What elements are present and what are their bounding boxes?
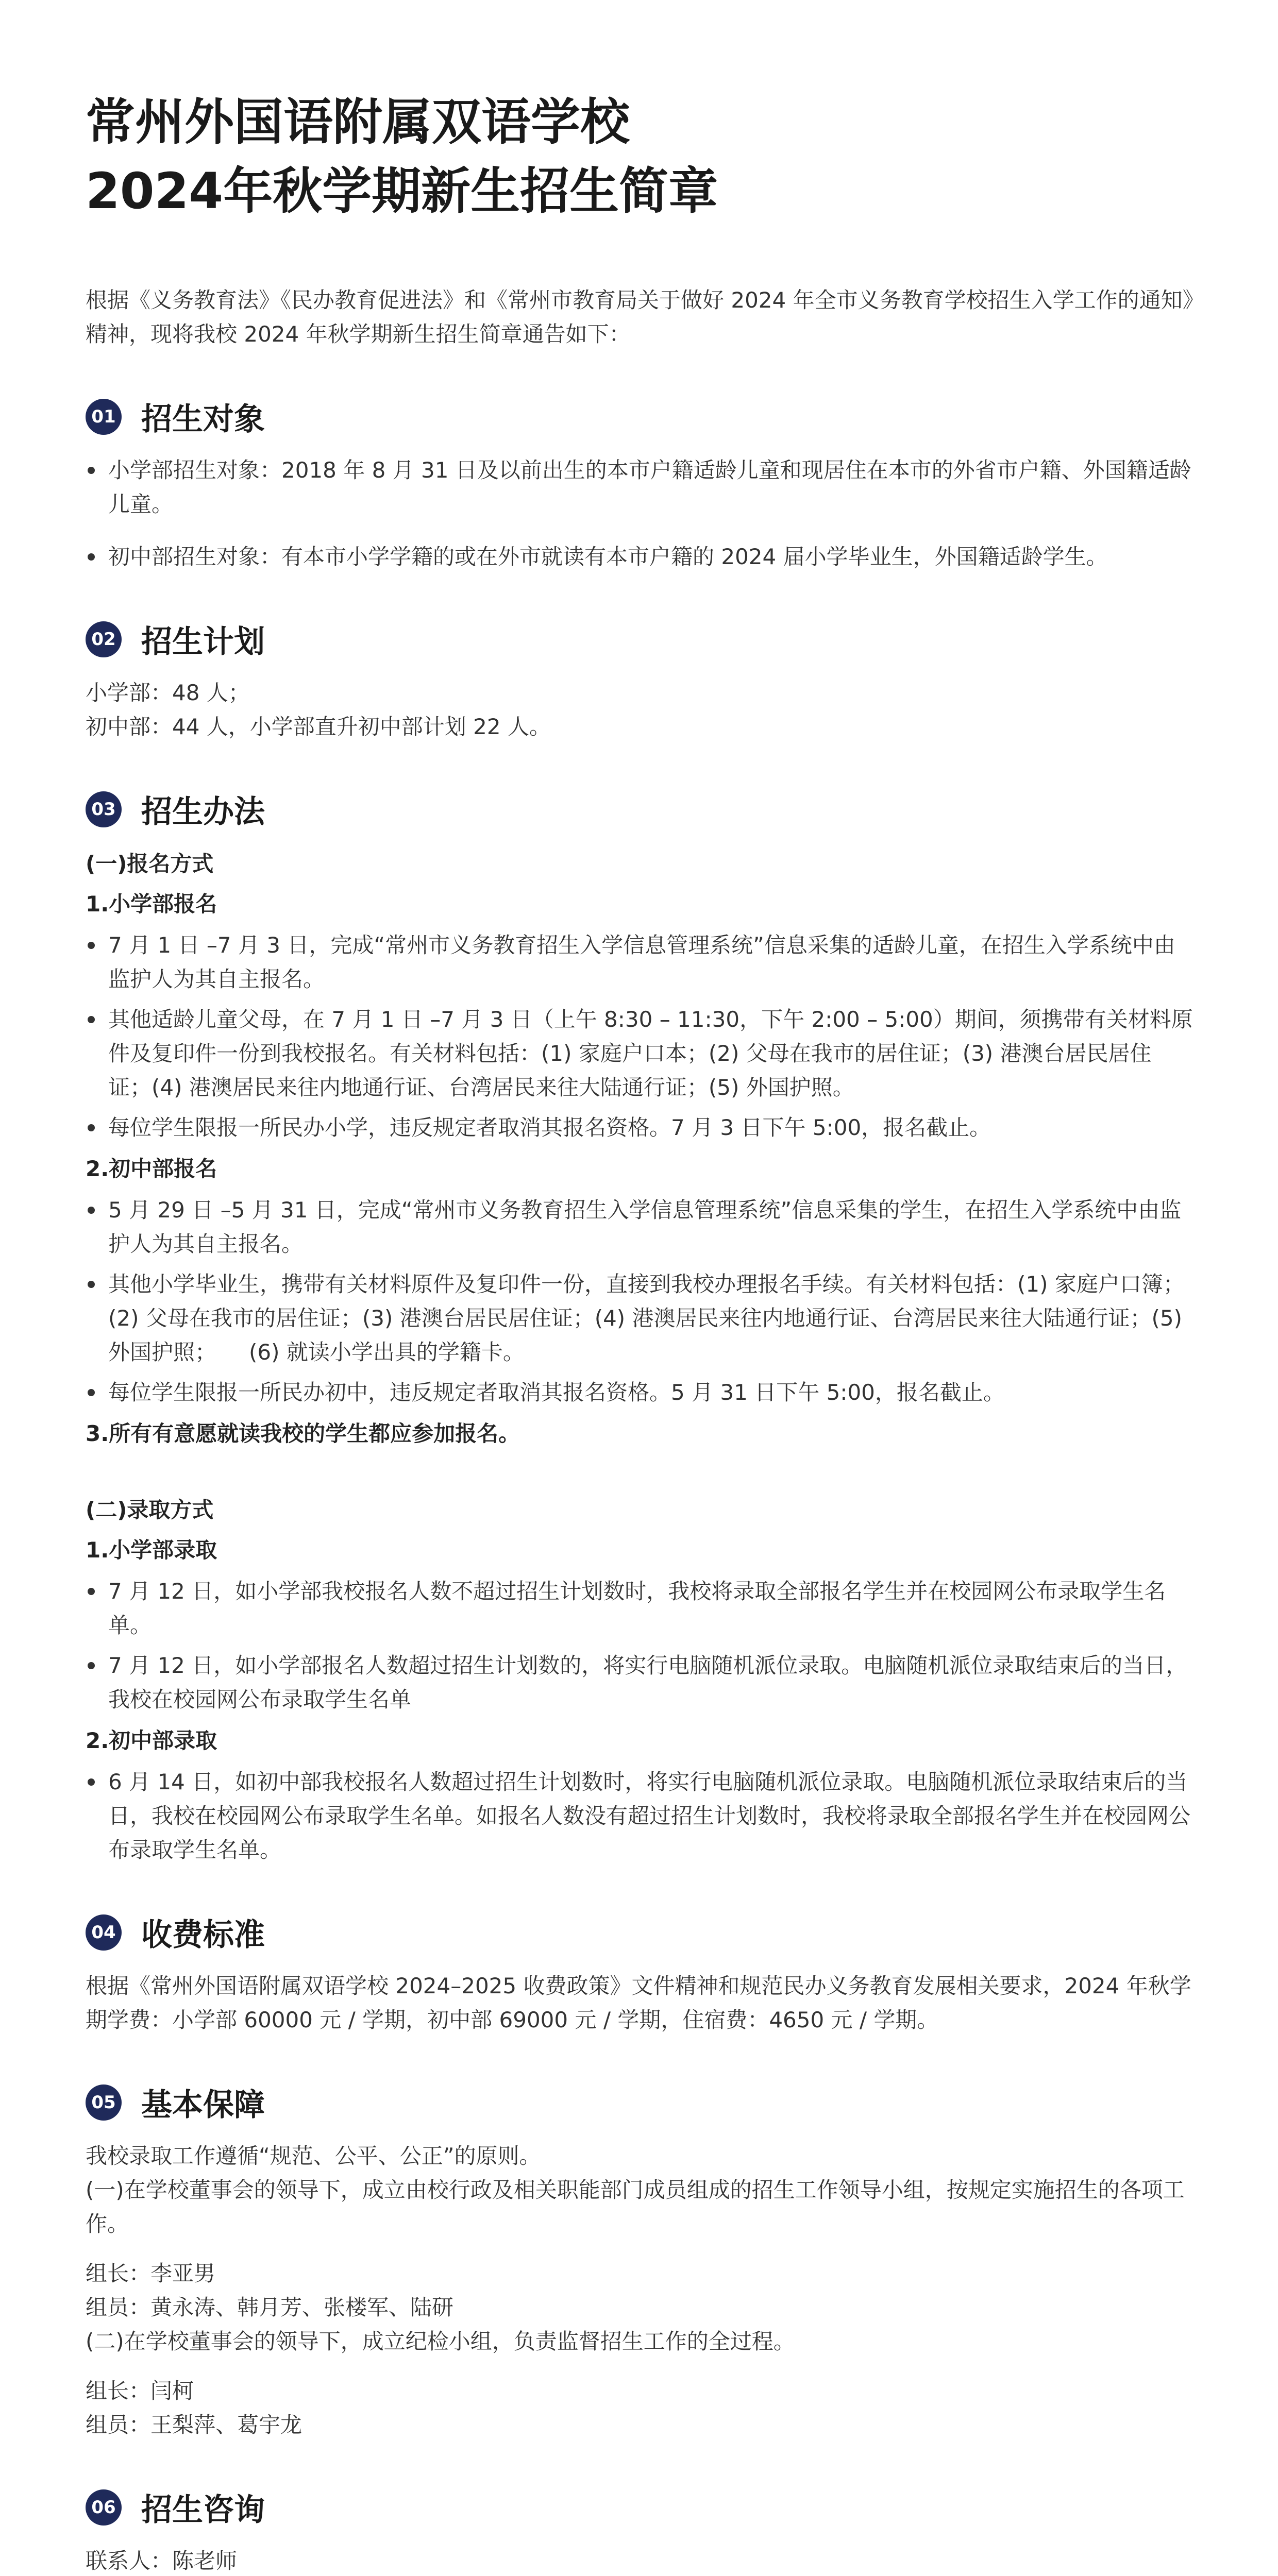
section-05-body — [86, 2139, 1193, 2442]
leadership-group-text: (一)在学校董事会的领导下，成立由校行政及相关职能部门成员组成的招生工作领导小组，按规定实施招生的各项工作。 — [86, 2177, 1185, 2236]
list-item: 7 月 1 日 –7 月 3 日，完成“常州市义务教育招生入学信息管理系统”信息采集的适龄儿童，在招生入学系统中由监护人为其自主报名。 — [86, 928, 1193, 996]
discipline-group-text: (二)在学校董事会的领导下，成立纪检小组，负责监督招生工作的全过程。 — [86, 2329, 795, 2354]
list-item: 其他适龄儿童父母，在 7 月 1 日 –7 月 3 日（上午 8:30 – 11:30，下午 2:00 – 5:00）期间，须携带有关材料原件及复印件一份到我校报名。有关材料包括：(1) 家庭户口本；(2) 父母在我市的居住证；(3) 港澳台居民居住证；(4) 港澳居民来往内地通行证、台湾居民来往大陆通行证；(5) 外国护照。 — [86, 1003, 1193, 1105]
group-members: 组员：王梨萍、葛宇龙 — [86, 2412, 302, 2437]
group-members: 组员：黄永涛、韩月芳、张楼军、陆研 — [86, 2295, 454, 2320]
document-title — [86, 88, 1193, 226]
section-number-badge: 02 — [86, 621, 122, 657]
section-number-badge: 01 — [86, 399, 122, 435]
principle-text: 我校录取工作遵循“规范、公平、公正”的原则。 — [86, 2143, 541, 2168]
plan-primary: 小学部：48 人； — [86, 680, 250, 705]
list-item: 初中部招生对象：有本市小学学籍的或在外市就读有本市户籍的 2024 届小学毕业生，外国籍适龄学生。 — [86, 540, 1193, 574]
plan-middle: 初中部：44 人，小学部直升初中部计划 22 人。 — [86, 714, 551, 739]
list-item: 7 月 12 日，如小学部报名人数超过招生计划数的，将实行电脑随机派位录取。电脑随机派位录取结束后的当日，我校在校园网公布录取学生名单 — [86, 1649, 1193, 1717]
section-number-badge: 06 — [86, 2489, 122, 2526]
subheading: (一)报名方式 — [86, 851, 214, 876]
intro-paragraph: 根据《义务教育法》《民办教育促进法》和《常州市教育局关于做好 2024 年全市义务教育学校招生入学工作的通知》精神，现将我校 2024 年秋学期新生招生简章通告如下： — [86, 287, 1193, 347]
section-02-header — [86, 617, 1193, 662]
title-line-1: 常州外国语附属双语学校 — [86, 93, 630, 151]
list-item: 7 月 12 日，如小学部我校报名人数不超过招生计划数时，我校将录取全部报名学生并在校园网公布录取学生名单。 — [86, 1574, 1193, 1642]
group-leader: 组长：闫柯 — [86, 2378, 194, 2403]
section-title: 招生对象 — [141, 401, 265, 437]
list-item: 5 月 29 日 –5 月 31 日，完成“常州市义务教育招生入学信息管理系统”信息采集的学生，在招生入学系统中由监护人为其自主报名。 — [86, 1193, 1193, 1261]
contact-person: 联系人：陈老师 — [86, 2548, 238, 2573]
list-item: 其他小学毕业生，携带有关材料原件及复印件一份，直接到我校办理报名手续。有关材料包括：(1) 家庭户口簿；(2) 父母在我市的居住证；(3) 港澳台居民居住证；(4) 港澳居民来往内地通行证、台湾居民来往大陆通行证；(5) 外国护照； (6) 就读小学出具的学籍卡。 — [86, 1267, 1193, 1369]
subheading: (二)录取方式 — [86, 1497, 214, 1522]
fee-paragraph: 根据《常州外国语附属双语学校 2024–2025 收费政策》文件精神和规范民办义务教育发展相关要求，2024 年秋学期学费：小学部 60000 元 / 学期，初中部 69000 元 / 学期，住宿费：4650 元 / 学期。 — [86, 1973, 1191, 2032]
document — [86, 88, 1193, 2576]
section-01-body — [86, 453, 1193, 574]
section-02-body — [86, 676, 1193, 744]
subheading: 1.小学部报名 — [86, 891, 217, 917]
subheading: 2.初中部报名 — [86, 1156, 217, 1181]
subheading: 2.初中部录取 — [86, 1728, 217, 1753]
subheading: 3.所有有意愿就读我校的学生都应参加报名。 — [86, 1421, 520, 1446]
list-item: 每位学生限报一所民办小学，违反规定者取消其报名资格。7 月 3 日下午 5:00，报名截止。 — [86, 1111, 1193, 1145]
section-title: 招生咨询 — [141, 2492, 265, 2528]
section-title: 招生办法 — [141, 794, 265, 830]
section-number-badge: 03 — [86, 791, 122, 827]
section-03-header — [86, 787, 1193, 832]
list-item: 小学部招生对象：2018 年 8 月 31 日及以前出生的本市户籍适龄儿童和现居住在本市的外省市户籍、外国籍适龄儿童。 — [86, 453, 1193, 521]
section-05-header — [86, 2080, 1193, 2125]
subheading: 1.小学部录取 — [86, 1537, 217, 1563]
section-06-header — [86, 2485, 1193, 2530]
section-title: 招生计划 — [141, 624, 265, 660]
section-title: 基本保障 — [141, 2087, 265, 2123]
section-04-header — [86, 1910, 1193, 1955]
list-item: 6 月 14 日，如初中部我校报名人数超过招生计划数时，将实行电脑随机派位录取。电脑随机派位录取结束后的当日，我校在校园网公布录取学生名单。如报名人数没有超过招生计划数时，我校将录取全部报名学生并在校园网公布录取学生名单。 — [86, 1765, 1193, 1867]
section-number-badge: 05 — [86, 2084, 122, 2121]
section-03-body — [86, 846, 1193, 1867]
title-line-2: 2024年秋学期新生招生简章 — [86, 162, 718, 220]
section-number-badge: 04 — [86, 1914, 122, 1951]
section-04-body — [86, 1969, 1193, 2037]
section-title: 收费标准 — [141, 1917, 265, 1953]
group-leader: 组长：李亚男 — [86, 2261, 216, 2286]
section-06-body — [86, 2544, 1193, 2576]
section-01-header — [86, 395, 1193, 439]
list-item: 每位学生限报一所民办初中，违反规定者取消其报名资格。5 月 31 日下午 5:00，报名截止。 — [86, 1376, 1193, 1410]
